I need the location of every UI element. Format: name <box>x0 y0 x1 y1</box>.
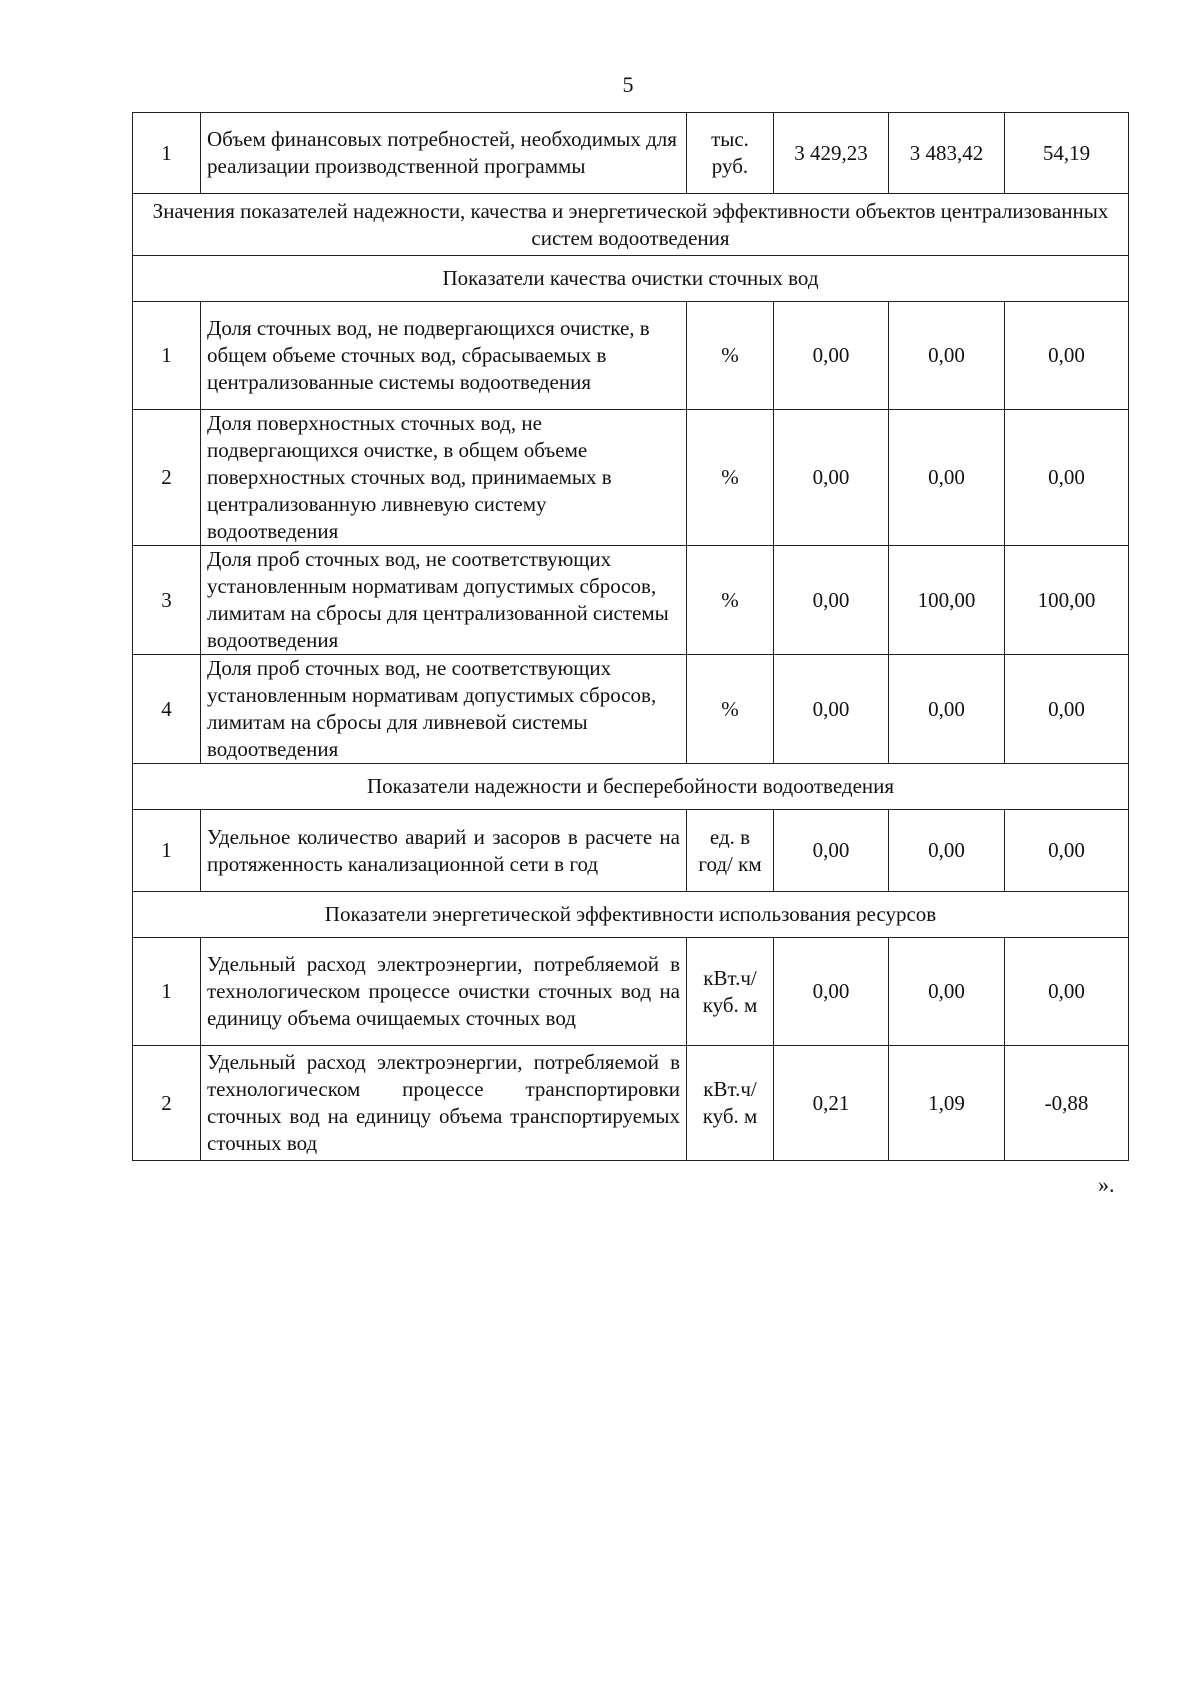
section-header-row <box>133 256 1129 302</box>
row-number: 2 <box>133 410 201 546</box>
value-cell-3: 0,00 <box>1005 810 1129 892</box>
value-cell-2: 100,00 <box>889 546 1005 655</box>
value-cell-2: 1,09 <box>889 1046 1005 1161</box>
indicator-name: Доля проб сточных вод, не соответствующих установленным нормативам допустимых сбросов, лимитам на сбросы для централизованной системы водоотведения <box>201 546 687 655</box>
value-cell-2: 0,00 <box>889 655 1005 764</box>
row-number: 1 <box>133 113 201 194</box>
value-cell-2: 0,00 <box>889 810 1005 892</box>
indicator-name: Удельное количество аварий и засоров в расчете на протяженность канализационной сети в год <box>201 810 687 892</box>
value-cell-3: 0,00 <box>1005 655 1129 764</box>
unit-cell: % <box>687 655 774 764</box>
closing-quote-mark: ». <box>1098 1172 1115 1197</box>
value-cell-1: 3 429,23 <box>774 113 889 194</box>
value-cell-2: 0,00 <box>889 938 1005 1046</box>
value-cell-3: 0,00 <box>1005 410 1129 546</box>
unit-cell: тыс. руб. <box>687 113 774 194</box>
value-cell-1: 0,00 <box>774 302 889 410</box>
row-number: 3 <box>133 546 201 655</box>
row-number: 2 <box>133 1046 201 1161</box>
indicator-name: Доля поверхностных сточных вод, не подвергающихся очистке, в общем объеме поверхностных сточных вод, принимаемых в централизованную ливневую систему водоотведения <box>201 410 687 546</box>
unit-cell: % <box>687 546 774 655</box>
value-cell-2: 0,00 <box>889 302 1005 410</box>
table-row <box>133 938 1129 1046</box>
table-row <box>133 113 1129 194</box>
row-number: 1 <box>133 302 201 410</box>
section-header: Показатели энергетической эффективности использования ресурсов <box>133 892 1129 938</box>
value-cell-1: 0,00 <box>774 410 889 546</box>
value-cell-2: 3 483,42 <box>889 113 1005 194</box>
value-cell-1: 0,00 <box>774 546 889 655</box>
unit-cell: кВт.ч/ куб. м <box>687 938 774 1046</box>
page-number: 5 <box>622 72 634 97</box>
section-header-row <box>133 892 1129 938</box>
value-cell-1: 0,21 <box>774 1046 889 1161</box>
table-row <box>133 655 1129 764</box>
indicator-name: Доля проб сточных вод, не соответствующих установленным нормативам допустимых сбросов, лимитам на сбросы для ливневой системы водоотведения <box>201 655 687 764</box>
value-cell-3: 0,00 <box>1005 302 1129 410</box>
value-cell-2: 0,00 <box>889 410 1005 546</box>
value-cell-1: 0,00 <box>774 938 889 1046</box>
value-cell-3: 100,00 <box>1005 546 1129 655</box>
section-header: Значения показателей надежности, качества и энергетической эффективности объектов централизованных систем водоотведения <box>133 194 1129 256</box>
unit-cell: ед. в год/ км <box>687 810 774 892</box>
section-header-row <box>133 764 1129 810</box>
row-number: 4 <box>133 655 201 764</box>
unit-cell: % <box>687 410 774 546</box>
table-row <box>133 410 1129 546</box>
section-header: Показатели качества очистки сточных вод <box>133 256 1129 302</box>
section-header-row <box>133 194 1129 256</box>
indicators-table <box>132 112 1129 1161</box>
value-cell-3: 54,19 <box>1005 113 1129 194</box>
row-number: 1 <box>133 810 201 892</box>
table-row <box>133 302 1129 410</box>
section-header: Показатели надежности и бесперебойности водоотведения <box>133 764 1129 810</box>
value-cell-3: 0,00 <box>1005 938 1129 1046</box>
unit-cell: % <box>687 302 774 410</box>
indicator-name: Удельный расход электроэнергии, потребляемой в технологическом процессе транспортировки сточных вод на единицу объема транспортируемых сточных вод <box>201 1046 687 1161</box>
row-number: 1 <box>133 938 201 1046</box>
unit-cell: кВт.ч/ куб. м <box>687 1046 774 1161</box>
indicator-name: Удельный расход электроэнергии, потребляемой в технологическом процессе очистки сточных вод на единицу объема очищаемых сточных вод <box>201 938 687 1046</box>
indicator-name: Объем финансовых потребностей, необходимых для реализации производственной программы <box>201 113 687 194</box>
value-cell-1: 0,00 <box>774 810 889 892</box>
value-cell-1: 0,00 <box>774 655 889 764</box>
table-row <box>133 546 1129 655</box>
indicator-name: Доля сточных вод, не подвергающихся очистке, в общем объеме сточных вод, сбрасываемых в централизованные системы водоотведения <box>201 302 687 410</box>
value-cell-3: -0,88 <box>1005 1046 1129 1161</box>
table-row <box>133 1046 1129 1161</box>
table-row <box>133 810 1129 892</box>
